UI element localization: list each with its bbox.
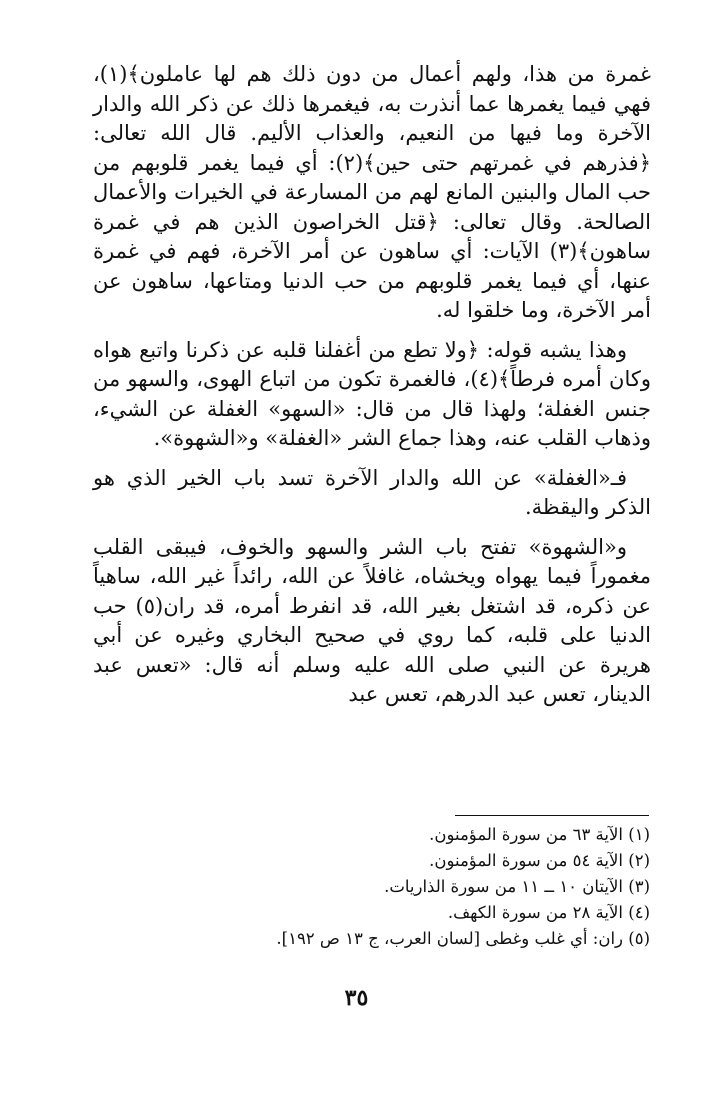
page-number: ٣٥: [344, 985, 369, 1011]
footnote-4: (٤) الآية ٢٨ من سورة الكهف.: [447, 903, 650, 922]
footnote-3: (٣) الآيتان ١٠ ــ ١١ من سورة الذاريات.: [384, 877, 650, 896]
paragraph-2: وهذا يشبه قوله: ﴿ولا تطع من أغفلنا قلبه عن ذكرنا واتبع هواه وكان أمره فرطاً﴾(٤)، فالغمرة تكون من اتباع الهوى، والسهو من جنس الغفلة؛ ولهذا قال من قال: «السهو» الغفلة عن الشيء، وذهاب القلب عنه، وهذا جماع الشر «الغفلة» و«الشهوة».: [93, 337, 651, 450]
footnotes: [150, 822, 650, 952]
paragraph-1: غمرة من هذا، ولهم أعمال من دون ذلك هم لها عاملون﴾(١)، فهي فيما يغمرها عما أنذرت به، فيغمرها ذلك عن ذكر الله والدار الآخرة وما فيها من النعيم، والعذاب الأليم. قال الله تعالى: ﴿فذرهم في غمرتهم حتى حين﴾(٢): أي فيما يغمر قلوبهم من حب المال والبنين المانع لهم من المسارعة في الخيرات والأعمال الصالحة. وقال تعالى: ﴿قتل الخراصون الذين هم في غمرة ساهون﴾(٣) الآيات: أي ساهون عن أمر الآخرة، فهم في غمرة عنها، أي فيما يغمر قلوبهم من حب الدنيا ومتاعها، ساهون عن أمر الآخرة، وما خلقوا له.: [93, 62, 652, 322]
footnote-2: (٢) الآية ٥٤ من سورة المؤمنون.: [429, 851, 650, 870]
paragraph-3: فـ«الغفلة» عن الله والدار الآخرة تسد باب الخير الذي هو الذكر واليقظة.: [93, 465, 651, 519]
footnote-5: (٥) ران: أي غلب وغطى [لسان العرب، ج ١٣ ص ١٩٢].: [276, 929, 650, 948]
main-text: [93, 60, 651, 710]
footnote-divider: [455, 815, 649, 816]
footnote-1: (١) الآية ٦٣ من سورة المؤمنون.: [429, 825, 650, 844]
paragraph-4: و«الشهوة» تفتح باب الشر والسهو والخوف، فيبقى القلب مغموراً فيما يهواه ويخشاه، غافلاً عن الله، رائداً غير الله، ساهياً عن ذكره، قد اشتغل بغير الله، قد انفرط أمره، قد ران(٥) حب الدنيا على قلبه، كما روي في صحيح البخاري وغيره عن أبي هريرة عن النبي صلى الله عليه وسلم أنه قال: «تعس عبد الدينار، تعس عبد الدرهم، تعس عبد: [93, 534, 651, 706]
